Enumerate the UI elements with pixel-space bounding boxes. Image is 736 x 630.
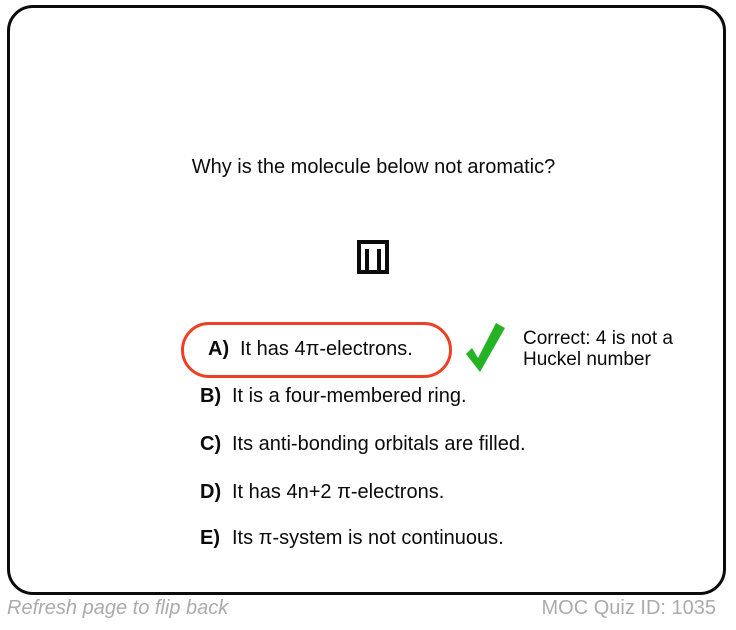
option-a[interactable] xyxy=(208,337,413,361)
quiz-id-text: MOC Quiz ID: 1035 xyxy=(541,597,716,619)
option-e-label: E) xyxy=(200,527,220,549)
option-e[interactable] xyxy=(200,526,504,550)
option-c-label: C) xyxy=(200,433,222,455)
option-d[interactable] xyxy=(200,480,444,504)
flip-hint-text: Refresh page to flip back xyxy=(7,597,229,619)
double-bond-line-right xyxy=(377,249,381,272)
checkmark-icon xyxy=(463,321,507,373)
option-d-label: D) xyxy=(200,481,222,503)
option-c[interactable] xyxy=(200,432,526,456)
option-b[interactable] xyxy=(200,384,467,408)
quiz-card xyxy=(7,5,726,595)
option-b-label: B) xyxy=(200,385,222,407)
cyclobutadiene-molecule-drawing xyxy=(357,240,389,274)
option-a-text: It has 4π-electrons. xyxy=(240,338,413,360)
option-b-text: It is a four-membered ring. xyxy=(232,385,467,407)
option-a-label: A) xyxy=(208,338,230,360)
option-d-text: It has 4n+2 π-electrons. xyxy=(232,481,445,503)
option-c-text: Its anti-bonding orbitals are filled. xyxy=(232,433,526,455)
question-text: Why is the molecule below not aromatic? xyxy=(191,156,556,178)
double-bond-line-left xyxy=(365,249,369,272)
correct-feedback-text: Correct: 4 is not a Huckel number xyxy=(523,328,673,370)
option-e-text: Its π-system is not continuous. xyxy=(232,527,504,549)
